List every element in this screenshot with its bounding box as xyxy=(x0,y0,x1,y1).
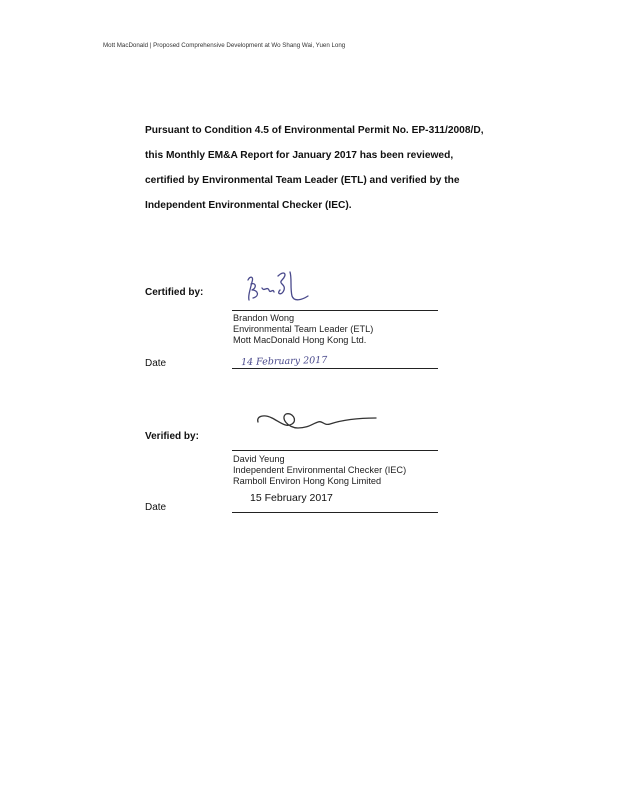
verified-by-label: Verified by: xyxy=(145,431,199,442)
certified-company: Mott MacDonald Hong Kong Ltd. xyxy=(233,335,367,345)
certified-name: Brandon Wong xyxy=(233,313,295,323)
certified-by-label: Certified by: xyxy=(145,287,204,298)
certified-date-line xyxy=(232,368,438,369)
certified-role: Environmental Team Leader (ETL) xyxy=(233,324,374,334)
verified-name: David Yeung xyxy=(233,454,285,464)
verified-date-line xyxy=(232,512,438,513)
verified-role: Independent Environmental Checker (IEC) xyxy=(233,465,407,475)
statement-line: Pursuant to Condition 4.5 of Environmental Permit No. EP-311/2008/D, xyxy=(145,125,484,136)
verified-date-value: 15 February 2017 xyxy=(250,492,333,504)
etl-signature xyxy=(240,266,320,308)
statement-line: this Monthly EM&A Report for January 2017 has been reviewed, xyxy=(145,150,454,161)
certified-date-handwritten: 14 February 2017 xyxy=(240,354,328,369)
statement-line: certified by Environmental Team Leader (ETL) and verified by the xyxy=(145,175,460,186)
page-header: Mott MacDonald | Proposed Comprehensive Development at Wo Shang Wai, Yuen Long xyxy=(103,42,346,49)
statement-line: Independent Environmental Checker (IEC). xyxy=(145,200,352,211)
verified-company: Ramboll Environ Hong Kong Limited xyxy=(233,476,382,486)
certified-date-label: Date xyxy=(145,358,167,369)
certified-signature-line xyxy=(232,310,438,311)
verified-signature-line xyxy=(232,450,438,451)
verified-date-label: Date xyxy=(145,502,167,513)
iec-signature xyxy=(252,404,384,438)
certification-statement xyxy=(145,125,545,225)
